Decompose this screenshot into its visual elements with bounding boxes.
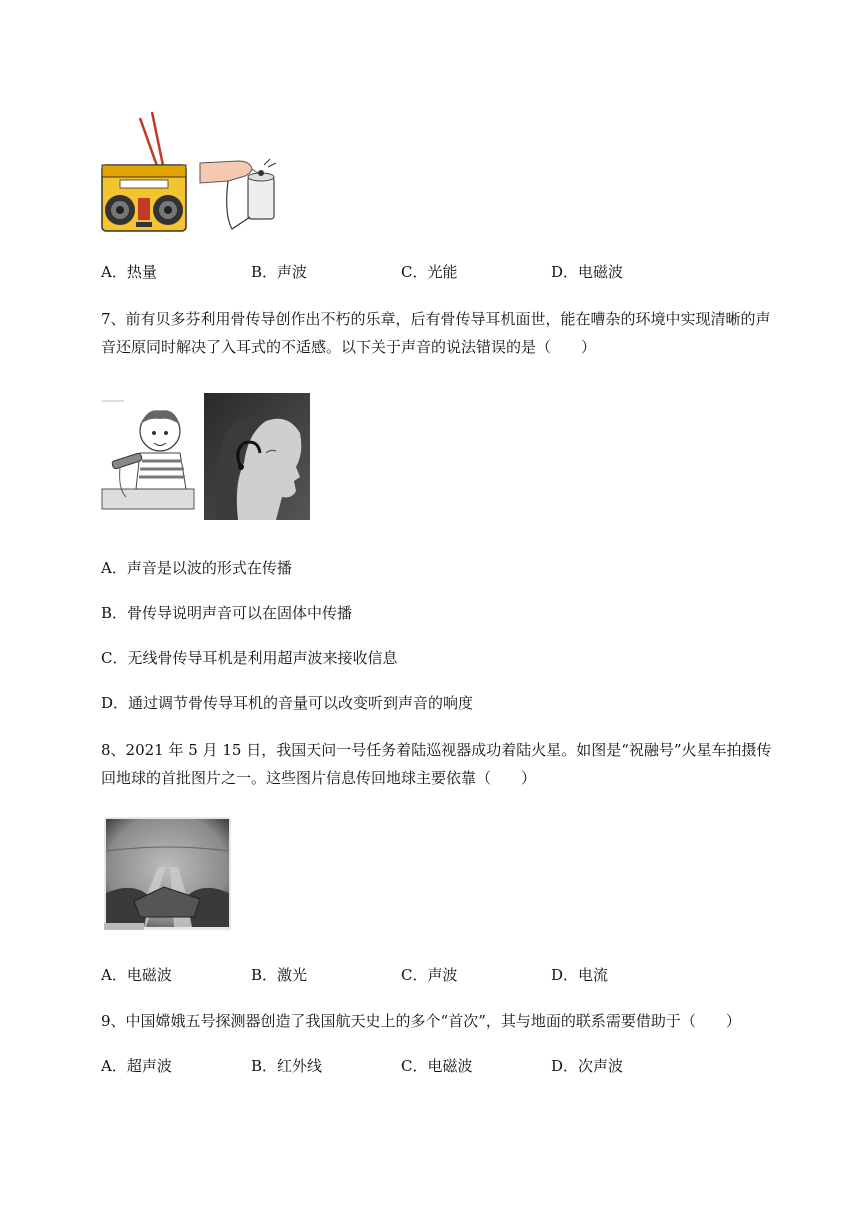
- q9-option-c: C．电磁波: [401, 1057, 473, 1075]
- q7-stem-line-2: 音还原同时解决了入耳式的不适感。以下关于声音的说法错误的是（ ）: [101, 338, 597, 356]
- q8-stem-line-2: 回地球的首批图片之一。这些图片信息传回地球主要依靠（ ）: [101, 769, 537, 787]
- q8-option-c: C．声波: [401, 966, 458, 984]
- q9-option-a: A．超声波: [101, 1057, 172, 1075]
- q8-option-d: D．电流: [551, 966, 609, 984]
- q6-option-c: C．光能: [401, 263, 458, 281]
- q6-option-a: A．热量: [101, 263, 157, 281]
- q6-figure: [100, 110, 285, 235]
- q8-figure: [104, 817, 231, 930]
- q9-option-b: B．红外线: [251, 1057, 323, 1075]
- q8-stem-line-1: 8、2021 年 5 月 15 日，我国天问一号任务着陆巡视器成功着陆火星。如图是“祝融号”火星车拍摄传: [101, 741, 772, 759]
- q7-stem-line-1: 7、前有贝多芬利用骨传导创作出不朽的乐章，后有骨传导耳机面世，能在嘈杂的环境中实现清晰的声: [101, 310, 771, 328]
- q8-option-a: A．电磁波: [101, 966, 172, 984]
- q6-option-d: D．电磁波: [551, 263, 624, 281]
- q6-option-b: B．声波: [251, 263, 308, 281]
- radio-icon: [100, 110, 190, 235]
- q7-option-b: B．骨传导说明声音可以在固体中传播: [101, 604, 353, 622]
- q7-option-c: C．无线骨传导耳机是利用超声波来接收信息: [101, 649, 398, 667]
- q9-option-d: D．次声波: [551, 1057, 624, 1075]
- q7-option-d: D．通过调节骨传导耳机的音量可以改变听到声音的响度: [101, 694, 474, 712]
- woman-with-bone-conduction-headphone-icon: [204, 393, 310, 520]
- q7-option-a: A．声音是以波的形式在传播: [101, 559, 292, 577]
- q8-option-b: B．激光: [251, 966, 308, 984]
- hand-touching-can-icon: [198, 155, 284, 235]
- q9-stem: 9、中国嫦娥五号探测器创造了我国航天史上的多个“首次”，其与地面的联系需要借助于（ ）: [101, 1012, 741, 1030]
- q7-figure: [100, 393, 310, 520]
- boy-with-phone-icon: [100, 393, 200, 520]
- mars-rover-photo-icon: [104, 817, 231, 930]
